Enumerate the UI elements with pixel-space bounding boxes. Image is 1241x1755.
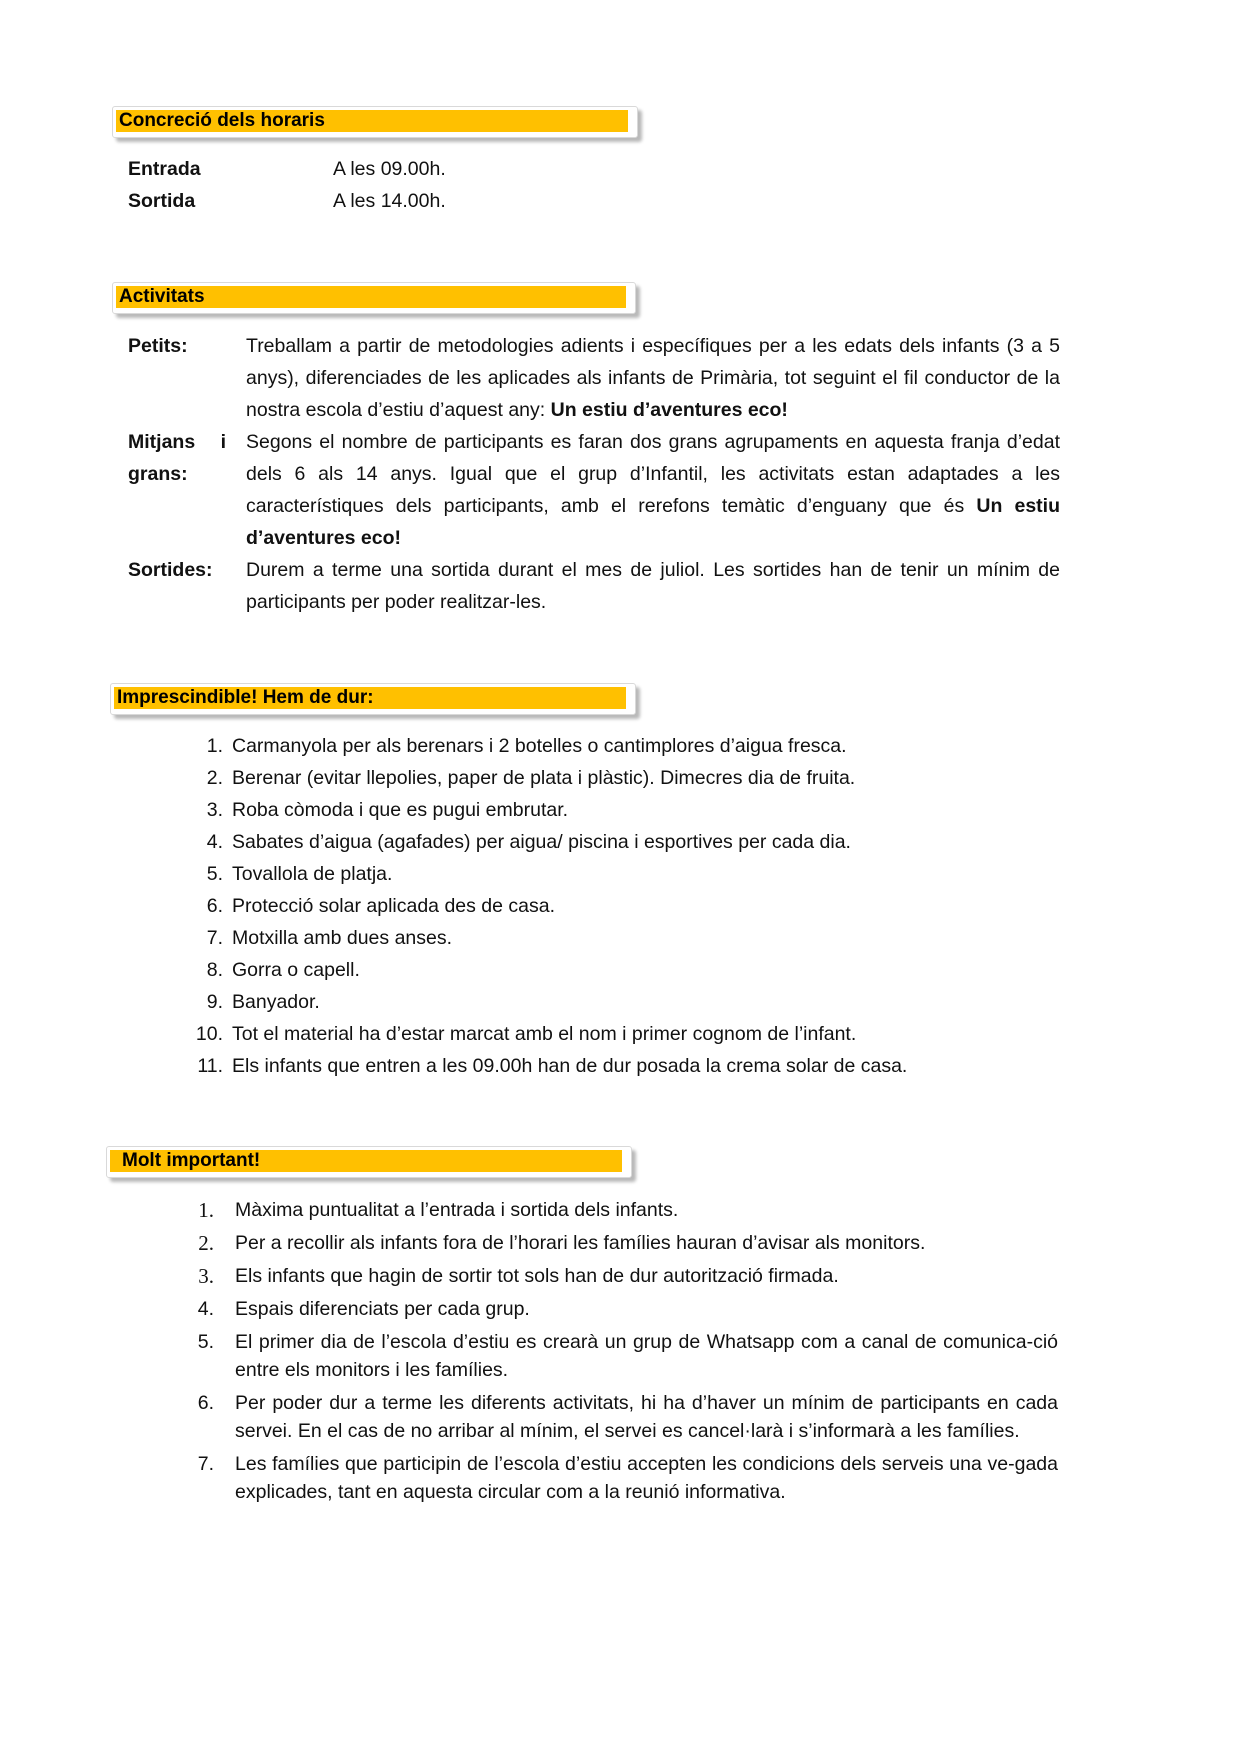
section-title: Molt important! [122, 1150, 261, 1171]
list-item-number: 6. [206, 895, 223, 917]
label-sortides: Sortides: [128, 559, 213, 581]
list-item [192, 1262, 1058, 1290]
list-item-text: Berenar (evitar llepolies, paper de plata i plàstic). Dimecres dia de fruita. [232, 767, 856, 789]
list-item-number: 3. [198, 1264, 214, 1288]
list-item-number: 1. [206, 735, 223, 757]
label-mitjans-i: i [220, 431, 226, 453]
list-imprescindible [193, 730, 1053, 1082]
list-item-number: 6. [197, 1392, 214, 1414]
list-item [193, 762, 1053, 794]
list-item-number: 7. [206, 927, 223, 949]
list-item-number: 3. [206, 799, 223, 821]
label-petits: Petits: [128, 335, 188, 357]
section-header-activitats [112, 282, 636, 314]
list-item [192, 1450, 1058, 1506]
list-item [193, 730, 1053, 762]
list-item-number: 4. [206, 831, 223, 853]
list-item-number: 8. [206, 959, 223, 981]
list-item [193, 986, 1053, 1018]
text-petits-bold: Un estiu d’aventures eco! [550, 399, 788, 421]
value-sortida: A les 14.00h. [333, 190, 446, 212]
list-item [193, 858, 1053, 890]
section-header-horaris [112, 106, 638, 138]
header-bar [110, 1150, 622, 1172]
label-mitjans [128, 426, 226, 490]
list-important [192, 1196, 1058, 1511]
label-sortida: Sortida [128, 190, 196, 212]
list-item-number: 9. [206, 991, 223, 1013]
list-item-number: 5. [197, 1331, 214, 1353]
list-item-text: El primer dia de l’escola d’estiu es crearà un grup de Whatsapp com a canal de comunica-ció entre els monitors i les famílies. [235, 1331, 1058, 1381]
value-entrada: A les 09.00h. [333, 158, 446, 180]
list-item-text: Gorra o capell. [232, 959, 360, 981]
section-title: Concreció dels horaris [119, 110, 325, 131]
text-petits [246, 330, 1060, 426]
list-item-number: 4. [197, 1298, 214, 1320]
list-item-text: Banyador. [232, 991, 320, 1013]
list-item-text: Sabates d’aigua (agafades) per aigua/ piscina i esportives per cada dia. [232, 831, 851, 853]
section-title: Imprescindible! Hem de dur: [117, 687, 374, 708]
label-mitjans-word: Mitjans [128, 431, 196, 453]
list-item-text: Les famílies que participin de l’escola d’estiu accepten les condicions dels serveis una ve-gada explicades, tant en aquesta circular com a la reunió informativa. [235, 1453, 1058, 1503]
list-item [193, 1050, 1053, 1082]
list-item-text: Protecció solar aplicada des de casa. [232, 895, 556, 917]
list-item [193, 890, 1053, 922]
list-item-text: Tot el material ha d’estar marcat amb el nom i primer cognom de l’infant. [232, 1023, 857, 1045]
list-item-number: 1. [198, 1198, 214, 1222]
list-item [193, 1018, 1053, 1050]
section-title: Activitats [119, 286, 205, 307]
text-mitjans [246, 426, 1060, 554]
list-item-text: Màxima puntualitat a l’entrada i sortida dels infants. [235, 1199, 679, 1221]
text-mitjans-bold: Un estiu d’aventures eco! [246, 495, 1060, 549]
list-item-number: 7. [197, 1453, 214, 1475]
list-item-number: 2. [198, 1231, 214, 1255]
list-item [192, 1229, 1058, 1257]
label-mitjans-line2: grans: [128, 463, 188, 485]
list-item [193, 826, 1053, 858]
header-bar [116, 110, 628, 132]
list-item-text: Tovallola de platja. [232, 863, 393, 885]
text-petits-body: Treballam a partir de metodologies adients i específiques per a les edats dels infants (3 a 5 anys), diferenciades de les aplicades als infants de Primària, tot seguint el fil conductor de la nostra escola d’estiu d’aquest any: [246, 335, 1060, 421]
list-item [193, 794, 1053, 826]
list-item [193, 922, 1053, 954]
header-bar [114, 687, 626, 709]
list-item-number: 10. [195, 1023, 223, 1045]
text-mitjans-body: Segons el nombre de participants es faran dos grans agrupaments en aquesta franja d’edat dels 6 als 14 anys. Igual que el grup d’Infantil, les activitats estan adaptades a les característiques dels participants, amb el rerefons temàtic d’enguany que és [246, 431, 1060, 517]
list-item-text: Espais diferenciats per cada grup. [235, 1298, 530, 1320]
list-item-text: Els infants que entren a les 09.00h han de dur posada la crema solar de casa. [232, 1055, 908, 1077]
label-mitjans-line1 [128, 426, 226, 458]
list-item [192, 1389, 1058, 1445]
list-item-text: Motxilla amb dues anses. [232, 927, 453, 949]
list-item-number: 2. [206, 767, 223, 789]
list-item-text: Per poder dur a terme les diferents activitats, hi ha d’haver un mínim de participants en cada servei. En el cas de no arribar al mínim, el servei es cancel·larà i s’informarà a les famílies. [235, 1392, 1058, 1442]
label-entrada: Entrada [128, 158, 201, 180]
list-item-number: 5. [206, 863, 223, 885]
list-item-text: Carmanyola per als berenars i 2 botelles o cantimplores d’aigua fresca. [232, 735, 847, 757]
list-item-text: Els infants que hagin de sortir tot sols han de dur autorització firmada. [235, 1265, 839, 1287]
section-header-important [106, 1146, 632, 1178]
list-item-number: 11. [197, 1055, 223, 1077]
list-item [193, 954, 1053, 986]
list-item [192, 1196, 1058, 1224]
header-bar [116, 286, 626, 308]
list-item [192, 1328, 1058, 1384]
list-item-text: Per a recollir als infants fora de l’horari les famílies hauran d’avisar als monitors. [235, 1232, 926, 1254]
list-item-text: Roba còmoda i que es pugui embrutar. [232, 799, 569, 821]
list-item [192, 1295, 1058, 1323]
section-header-imprescindible [110, 683, 636, 715]
text-sortides: Durem a terme una sortida durant el mes de juliol. Les sortides han de tenir un mínim de participants per poder realitzar-les. [246, 559, 1060, 613]
